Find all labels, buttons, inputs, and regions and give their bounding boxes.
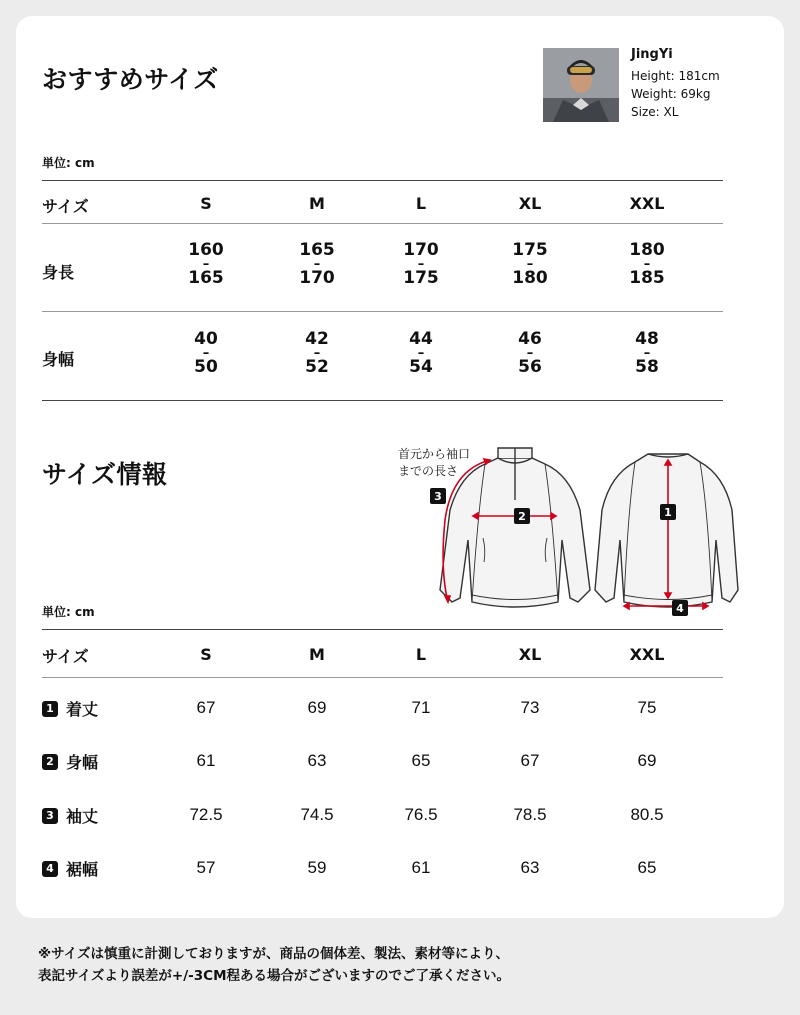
table-cell: 170 – 175 — [403, 240, 439, 288]
row-label-text: 裾幅 — [66, 860, 99, 879]
table-cell: 175 – 180 — [512, 240, 548, 288]
row-label-text: 身幅 — [66, 753, 99, 772]
footnote-line: 表記サイズより誤差が+/-3CM程ある場合がございますのでご了承ください。 — [38, 968, 510, 984]
table-cell: 61 — [196, 751, 216, 770]
table-cell: 44 – 54 — [409, 329, 433, 377]
row-label-width: 身幅 — [42, 350, 75, 369]
size-header-l: L — [415, 645, 427, 664]
size-info-title: サイズ情報 — [42, 460, 168, 489]
svg-text:1: 1 — [664, 506, 672, 519]
size-header-xxl: XXL — [629, 194, 665, 213]
size-info-table — [42, 629, 723, 889]
table-cell: 74.5 — [300, 805, 334, 824]
table-cell: 160 – 165 — [188, 240, 224, 288]
table-divider — [42, 311, 723, 312]
model-photo — [543, 48, 619, 122]
table-cell: 65 — [637, 858, 657, 877]
table-cell: 78.5 — [513, 805, 547, 824]
recommended-size-table — [42, 180, 723, 402]
row-label-text: 袖丈 — [66, 807, 99, 826]
recommended-unit: 単位: cm — [42, 156, 95, 170]
note-line: までの長さ — [398, 464, 459, 478]
model-profile — [543, 48, 720, 122]
row-label-width — [42, 750, 98, 773]
svg-text:2: 2 — [518, 510, 526, 523]
table-cell: 42 – 52 — [305, 329, 329, 377]
size-header-xl: XL — [518, 645, 542, 664]
row-label-length — [42, 697, 98, 720]
badge-2: 2 — [42, 754, 58, 770]
table-cell: 69 — [307, 698, 327, 717]
model-size: Size: XL — [631, 105, 679, 119]
table-cell: 67 — [520, 751, 540, 770]
footnote — [38, 943, 510, 987]
table-cell: 48 – 58 — [635, 329, 659, 377]
table-cell: 76.5 — [404, 805, 438, 824]
table-cell: 71 — [411, 698, 431, 717]
model-weight: Weight: 69kg — [631, 87, 711, 101]
badge-4: 4 — [42, 861, 58, 877]
table-cell: 65 — [411, 751, 431, 770]
row-label-hem — [42, 857, 98, 880]
table-cell: 57 — [196, 858, 216, 877]
model-height: Height: 181cm — [631, 69, 720, 83]
svg-text:3: 3 — [434, 490, 442, 503]
garment-diagram — [390, 430, 740, 624]
table-divider — [42, 677, 723, 678]
table-cell: 180 – 185 — [629, 240, 665, 288]
table-cell: 73 — [520, 698, 540, 717]
row-label-sleeve — [42, 804, 98, 827]
size-info-unit: 単位: cm — [42, 605, 95, 619]
size-header-s: S — [200, 645, 212, 664]
table-divider — [42, 180, 723, 181]
table-cell: 59 — [307, 858, 327, 877]
row-label-text: 着丈 — [66, 700, 99, 719]
table-cell: 80.5 — [630, 805, 664, 824]
badge-1: 1 — [42, 701, 58, 717]
size-header-m: M — [309, 645, 325, 664]
table-cell: 67 — [196, 698, 216, 717]
size-header-m: M — [309, 194, 325, 213]
size-header-xxl: XXL — [629, 645, 665, 664]
table-divider — [42, 400, 723, 401]
table-cell: 46 – 56 — [518, 329, 542, 377]
table-cell: 63 — [307, 751, 327, 770]
table-cell: 72.5 — [189, 805, 223, 824]
table-cell: 61 — [411, 858, 431, 877]
recommended-size-title: おすすめサイズ — [42, 65, 219, 94]
table-divider — [42, 223, 723, 224]
table-divider — [42, 629, 723, 630]
model-name: JingYi — [631, 47, 673, 62]
size-header-xl: XL — [518, 194, 542, 213]
svg-text:4: 4 — [676, 602, 684, 615]
size-header-l: L — [415, 194, 427, 213]
table-header-label: サイズ — [42, 197, 89, 216]
table-cell: 75 — [637, 698, 657, 717]
note-line: 首元から袖口 — [398, 447, 471, 461]
table-cell: 165 – 170 — [299, 240, 335, 288]
table-header-label: サイズ — [42, 647, 89, 666]
table-cell: 63 — [520, 858, 540, 877]
table-cell: 40 – 50 — [194, 329, 218, 377]
table-cell: 69 — [637, 751, 657, 770]
row-label-height: 身長 — [42, 263, 75, 282]
badge-3: 3 — [42, 808, 58, 824]
size-header-s: S — [200, 194, 212, 213]
footnote-line: ※サイズは慎重に計測しておりますが、商品の個体差、製法、素材等により、 — [38, 946, 510, 962]
